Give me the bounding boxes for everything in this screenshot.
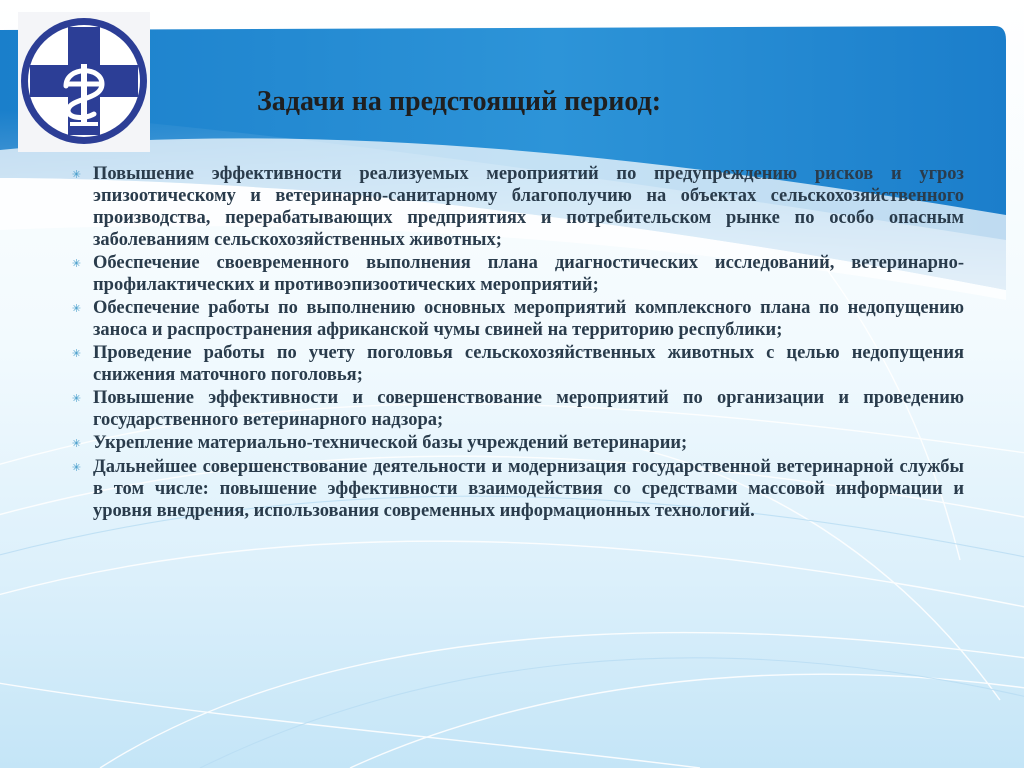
list-item-text: Проведение работы по учету поголовья сельскохозяйственных животных с целью недопущения снижения маточного поголовья; [93, 343, 964, 385]
list-item-text: Обеспечение работы по выполнению основных мероприятий комплексного плана по недопущению заноса и распространения африканской чумы свиней на территорию республики; [93, 298, 964, 340]
list-item [60, 342, 964, 386]
list-item [60, 432, 964, 455]
list-item-text: Повышение эффективности реализуемых мероприятий по предупреждению рисков и угроз эпизоотическому и ветеринарно-санитарному благополучию на объектах сельскохозяйственного производства, перерабатывающих предприятиях и потребительском рынке по особо опасным заболеваниям сельскохозяйственных животных; [93, 164, 964, 250]
list-item-text: Дальнейшее совершенствование деятельности и модернизация государственной ветеринарной службы в том числе: повышение эффективности взаимодействия со средствами массовой информации и уровня внедрения, использования современных информационных технологий. [93, 457, 964, 521]
slide-title: Задачи на предстоящий период: [257, 86, 662, 117]
asterisk-bullet-icon: ✳ [71, 461, 82, 474]
list-item [60, 387, 964, 431]
asterisk-bullet-icon: ✳ [71, 437, 82, 450]
list-item-text: Обеспечение своевременного выполнения плана диагностических исследований, ветеринарно-профилактических и противоэпизоотических мероприятий; [93, 253, 964, 295]
list-item-text: Укрепление материально-технической базы учреждений ветеринарии; [93, 433, 688, 453]
asterisk-bullet-icon: ✳ [71, 347, 82, 360]
list-item [60, 456, 964, 522]
list-item [60, 163, 964, 251]
list-item [60, 297, 964, 341]
veterinary-emblem-icon [18, 12, 150, 152]
task-list [60, 163, 964, 523]
asterisk-bullet-icon: ✳ [71, 392, 82, 405]
list-item [60, 252, 964, 296]
organization-logo [18, 12, 150, 152]
asterisk-bullet-icon: ✳ [71, 168, 82, 181]
asterisk-bullet-icon: ✳ [71, 302, 82, 315]
asterisk-bullet-icon: ✳ [71, 257, 82, 270]
list-item-text: Повышение эффективности и совершенствование мероприятий по организации и проведению государственного ветеринарного надзора; [93, 388, 964, 430]
